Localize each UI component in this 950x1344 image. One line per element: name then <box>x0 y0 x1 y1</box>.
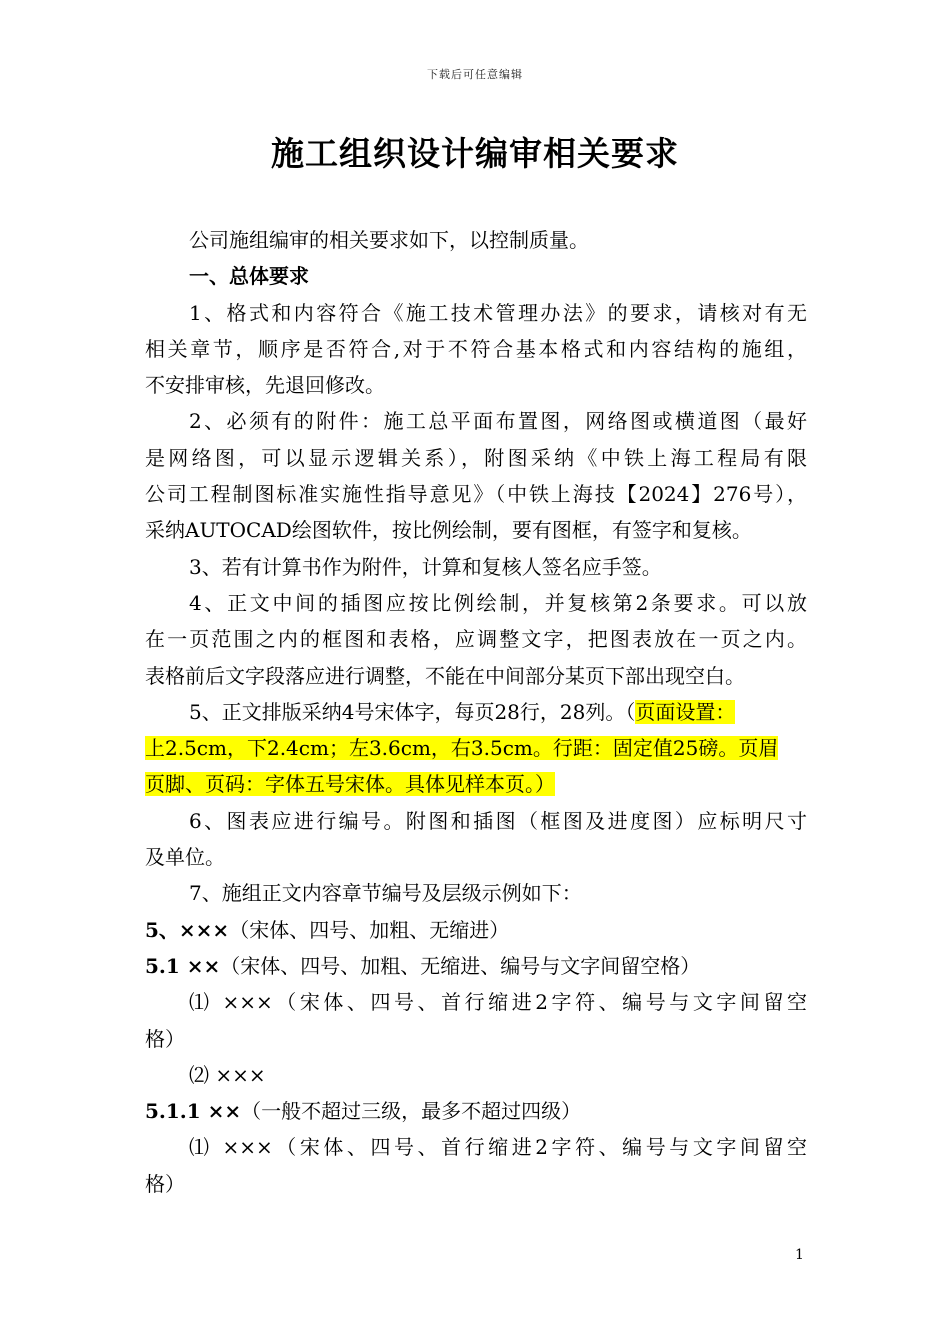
item-5-highlight-header-footer: 页脚、页码：字体五号宋体。具体见样本页。） <box>145 772 555 797</box>
example-heading-level-1 <box>145 912 807 948</box>
section-heading-overall-requirements: 一、总体要求 <box>189 264 309 289</box>
example-heading-level-2-number: 5.1 ×× <box>145 953 221 978</box>
item-2-line-3: 公司工程制图标准实施性指导意见》（中铁上海技【2024】276号）， <box>145 482 807 507</box>
item-5-text: 5、正文排版采纳4号宋体字，每页28行，28列。（ <box>189 699 636 724</box>
item-2-line-4: 采纳AUTOCAD绘图软件，按比例绘制，要有图框，有签字和复核。 <box>145 518 752 543</box>
example-heading-level-2-desc: （宋体、四号、加粗、无缩进、编号与文字间留空格） <box>220 953 701 978</box>
item-4-line-3: 表格前后文字段落应进行调整，不能在中间部分某页下部出现空白。 <box>145 663 745 688</box>
item-2-line-2: 是网络图，可以显示逻辑关系），附图采纳《中铁上海工程局有限 <box>145 445 807 470</box>
item-1-line-1: 1、格式和内容符合《施工技术管理办法》的要求，请核对有无 <box>189 300 807 325</box>
item-1-line-3: 不安排审核，先退回修改。 <box>145 373 385 398</box>
example-heading-level-2 <box>145 948 807 984</box>
example-paragraph-1-line-2: 格） <box>145 1026 185 1051</box>
example-heading-level-3 <box>145 1093 807 1129</box>
item-7: 7、施组正文内容章节编号及层级示例如下： <box>189 881 582 906</box>
item-6-line-1: 6、图表应进行编号。附图和插图（框图及进度图）应标明尺寸 <box>189 808 807 833</box>
item-6-line-2: 及单位。 <box>145 845 225 870</box>
document-body <box>145 222 807 1202</box>
example-heading-level-1-desc: （宋体、四号、加粗、无缩进） <box>229 917 510 942</box>
item-4-line-1: 4、正文中间的插图应按比例绘制，并复核第2条要求。可以放 <box>189 590 807 615</box>
example-paragraph-1-line-1: ⑴ ×××（宋体、四号、首行缩进2字符、编号与文字间留空 <box>189 990 807 1015</box>
example-heading-level-3-number: 5.1.1 ×× <box>145 1099 242 1124</box>
item-3: 3、若有计算书作为附件，计算和复核人签名应手签。 <box>189 554 662 579</box>
example-paragraph-2: ⑵ ××× <box>189 1062 266 1087</box>
item-5-line-2 <box>145 730 807 766</box>
item-5-highlight-margins: 上2.5cm，下2.4cm；左3.6cm，右3.5cm。行距：固定值25磅。页眉 <box>145 736 779 761</box>
example-heading-level-3-desc: （一般不超过三级，最多不超过四级） <box>241 1099 582 1124</box>
page-header-note: 下载后可任意编辑 <box>427 68 523 81</box>
item-5-line-1 <box>145 694 807 730</box>
document-title: 施工组织设计编审相关要求 <box>271 134 679 173</box>
example-paragraph-3-line-1: ⑴ ×××（宋体、四号、首行缩进2字符、编号与文字间留空 <box>189 1135 807 1160</box>
example-heading-level-1-number: 5、××× <box>145 917 230 942</box>
intro-paragraph: 公司施组编审的相关要求如下，以控制质量。 <box>189 228 589 252</box>
example-paragraph-3-line-2: 格） <box>145 1171 185 1196</box>
item-2-line-1: 2、必须有的附件：施工总平面布置图，网络图或横道图（最好 <box>189 409 807 434</box>
item-5-line-3 <box>145 766 807 802</box>
item-5-highlight-start: 页面设置： <box>635 699 736 724</box>
item-4-line-2: 在一页范围之内的框图和表格，应调整文字，把图表放在一页之内。 <box>145 627 807 652</box>
item-1-line-2: 相关章节，顺序是否符合,对于不符合基本格式和内容结构的施组， <box>145 336 807 361</box>
page-number: 1 <box>795 1247 804 1263</box>
